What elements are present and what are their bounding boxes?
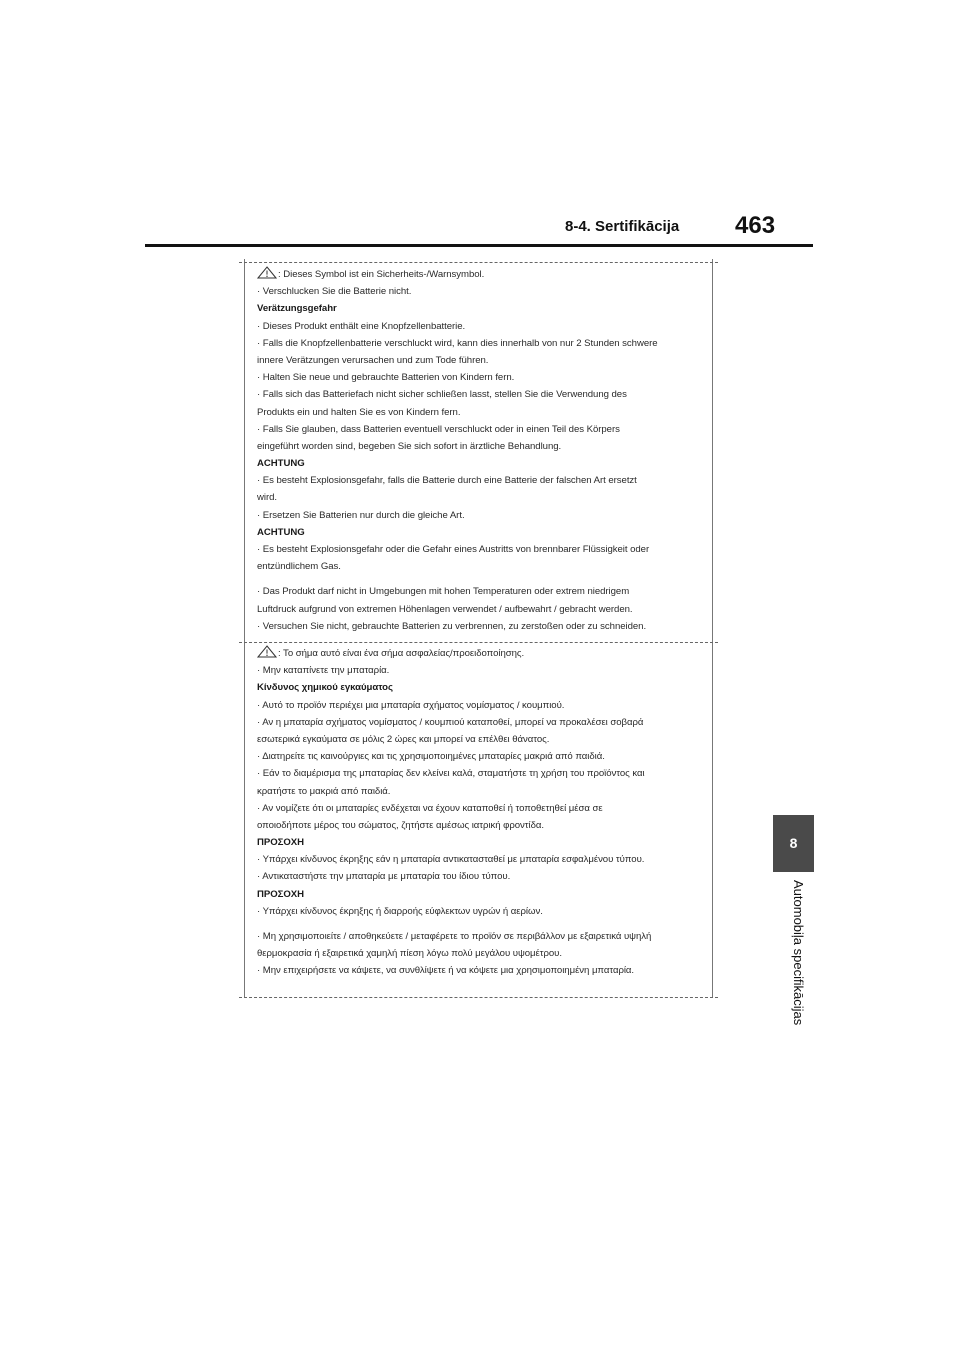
notice-line: · Αν η μπαταρία σχήματος νομίσματος / κουμπιού καταποθεί, μπορεί να προκαλέσει σοβαρά <box>257 716 644 728</box>
notice-line: · Verschlucken Sie die Batterie nicht. <box>257 286 412 298</box>
notice-line: · Αυτό το προϊόν περιέχει μια μπαταρία σχήματος νομίσματος / κουμπιού. <box>257 699 565 711</box>
chapter-tab: 8 <box>773 815 814 872</box>
notice-line: · Υπάρχει κίνδυνος έκρηξης ή διαρροής εύφλεκτων υγρών ή αερίων. <box>257 905 543 917</box>
notice-line: · Dieses Produkt enthält eine Knopfzellenbatterie. <box>257 320 466 332</box>
chapter-label: Automobiļa specifikācijas <box>791 880 806 1026</box>
notice-heading: ACHTUNG <box>257 526 305 538</box>
battery-notice <box>244 259 713 998</box>
notice-line: · Διατηρείτε τις καινούργιες και τις χρησιμοποιημένες μπαταρίες μακριά από παιδιά. <box>257 751 605 763</box>
notice-line: · Αντικαταστήστε την μπαταρία με μπαταρία του ίδιου τύπου. <box>257 871 511 883</box>
notice-line: εσωτερικά εγκαύματα σε μόλις 2 ώρες και μπορεί να επέλθει θάνατος. <box>257 733 550 745</box>
warning-symbol-text: : Dieses Symbol ist ein Sicherheits-/Warnsymbol. <box>278 269 485 280</box>
notice-line: entzündlichem Gas. <box>257 561 341 573</box>
notice-heading: ACHTUNG <box>257 458 305 470</box>
top-divider <box>239 262 718 263</box>
notice-line: · Falls Sie glauben, dass Batterien eventuell verschluckt oder in einen Teil des Körpers <box>257 423 620 435</box>
notice-heading: Κίνδυνος χημικού εγκαύματος <box>257 682 393 694</box>
warning-triangle-icon <box>257 645 277 658</box>
warning-symbol-line <box>257 266 706 283</box>
notice-heading: ΠΡΟΣΟΧΗ <box>257 888 304 900</box>
notice-line: · Αν νομίζετε ότι οι μπαταρίες ενδέχεται να έχουν καταποθεί ή τοποθετηθεί μέσα σε <box>257 802 603 814</box>
notice-heading: Verätzungsgefahr <box>257 303 337 315</box>
notice-line: · Falls sich das Batteriefach nicht sicher schließen lasst, stellen Sie die Verwendung des <box>257 389 627 401</box>
notice-line: · Das Produkt darf nicht in Umgebungen mit hohen Temperaturen oder extrem niedrigem <box>257 586 630 598</box>
notice-line: eingeführt worden sind, begeben Sie sich sofort in ärztliche Behandlung. <box>257 440 562 452</box>
notice-line: · Μην επιχειρήσετε να κάψετε, να συνθλίψετε ή να κόψετε μια χρησιμοποιημένη μπαταρία. <box>257 965 635 977</box>
greek-notice <box>257 645 706 980</box>
warning-triangle-icon <box>257 266 277 279</box>
page-number: 463 <box>735 212 776 239</box>
spacer <box>257 575 706 583</box>
notice-line: · Εάν το διαμέρισμα της μπαταρίας δεν κλείνει καλά, σταματήστε τη χρήση του προϊόντος και <box>257 768 645 780</box>
notice-line: · Μη χρησιμοποιείτε / αποθηκεύετε / μεταφέρετε το προϊόν σε περιβάλλον με εξαιρετικά υψηλή <box>257 931 652 942</box>
section-title: 8-4. Sertifikācija <box>565 218 680 235</box>
bottom-divider <box>239 997 718 998</box>
notice-line: wird. <box>257 492 278 504</box>
notice-line: θερμοκρασία ή εξαιρετικά χαμηλή πίεση λόγω πολύ μεγάλου υψομέτρου. <box>257 948 562 960</box>
notice-line: · Falls die Knopfzellenbatterie verschluckt wird, kann dies innerhalb von nur 2 Stunden schwere <box>257 337 658 349</box>
notice-heading: ΠΡΟΣΟΧΗ <box>257 837 304 849</box>
warning-symbol-text: : Το σήμα αυτό είναι ένα σήμα ασφαλείας/προειδοποίησης. <box>278 648 525 659</box>
notice-line: · Es besteht Explosionsgefahr oder die Gefahr eines Austritts von brennbarer Flüssigkeit oder <box>257 544 650 555</box>
notice-line: οποιοδήποτε μέρος του σώματος, ζητήστε αμέσως ιατρική φροντίδα. <box>257 819 545 831</box>
notice-line: · Es besteht Explosionsgefahr, falls die Batterie durch eine Batterie der falschen Art ersetzt <box>257 475 637 487</box>
german-notice <box>257 266 706 635</box>
spacer <box>257 920 706 928</box>
section-divider <box>239 642 718 643</box>
notice-line: · Ersetzen Sie Batterien nur durch die gleiche Art. <box>257 509 465 521</box>
notice-line: innere Verätzungen verursachen und zum Tode führen. <box>257 354 489 366</box>
warning-symbol-line <box>257 645 706 662</box>
notice-line: · Μην καταπίνετε την μπαταρία. <box>257 665 390 677</box>
notice-line: Produkts ein und halten Sie es von Kindern fern. <box>257 406 461 418</box>
notice-line: κρατήστε το μακριά από παιδιά. <box>257 785 391 797</box>
notice-line: · Halten Sie neue und gebrauchte Batterien von Kindern fern. <box>257 372 515 384</box>
notice-line: · Υπάρχει κίνδυνος έκρηξης εάν η μπαταρία αντικατασταθεί με μπαταρία εσφαλμένου τύπου. <box>257 854 645 866</box>
header-rule <box>145 244 813 247</box>
notice-line: Luftdruck aufgrund von extremen Höhenlagen verwendet / aufbewahrt / gebracht werden. <box>257 603 633 615</box>
notice-line: · Versuchen Sie nicht, gebrauchte Batterien zu verbrennen, zu zerstoßen oder zu schneiden. <box>257 620 647 632</box>
